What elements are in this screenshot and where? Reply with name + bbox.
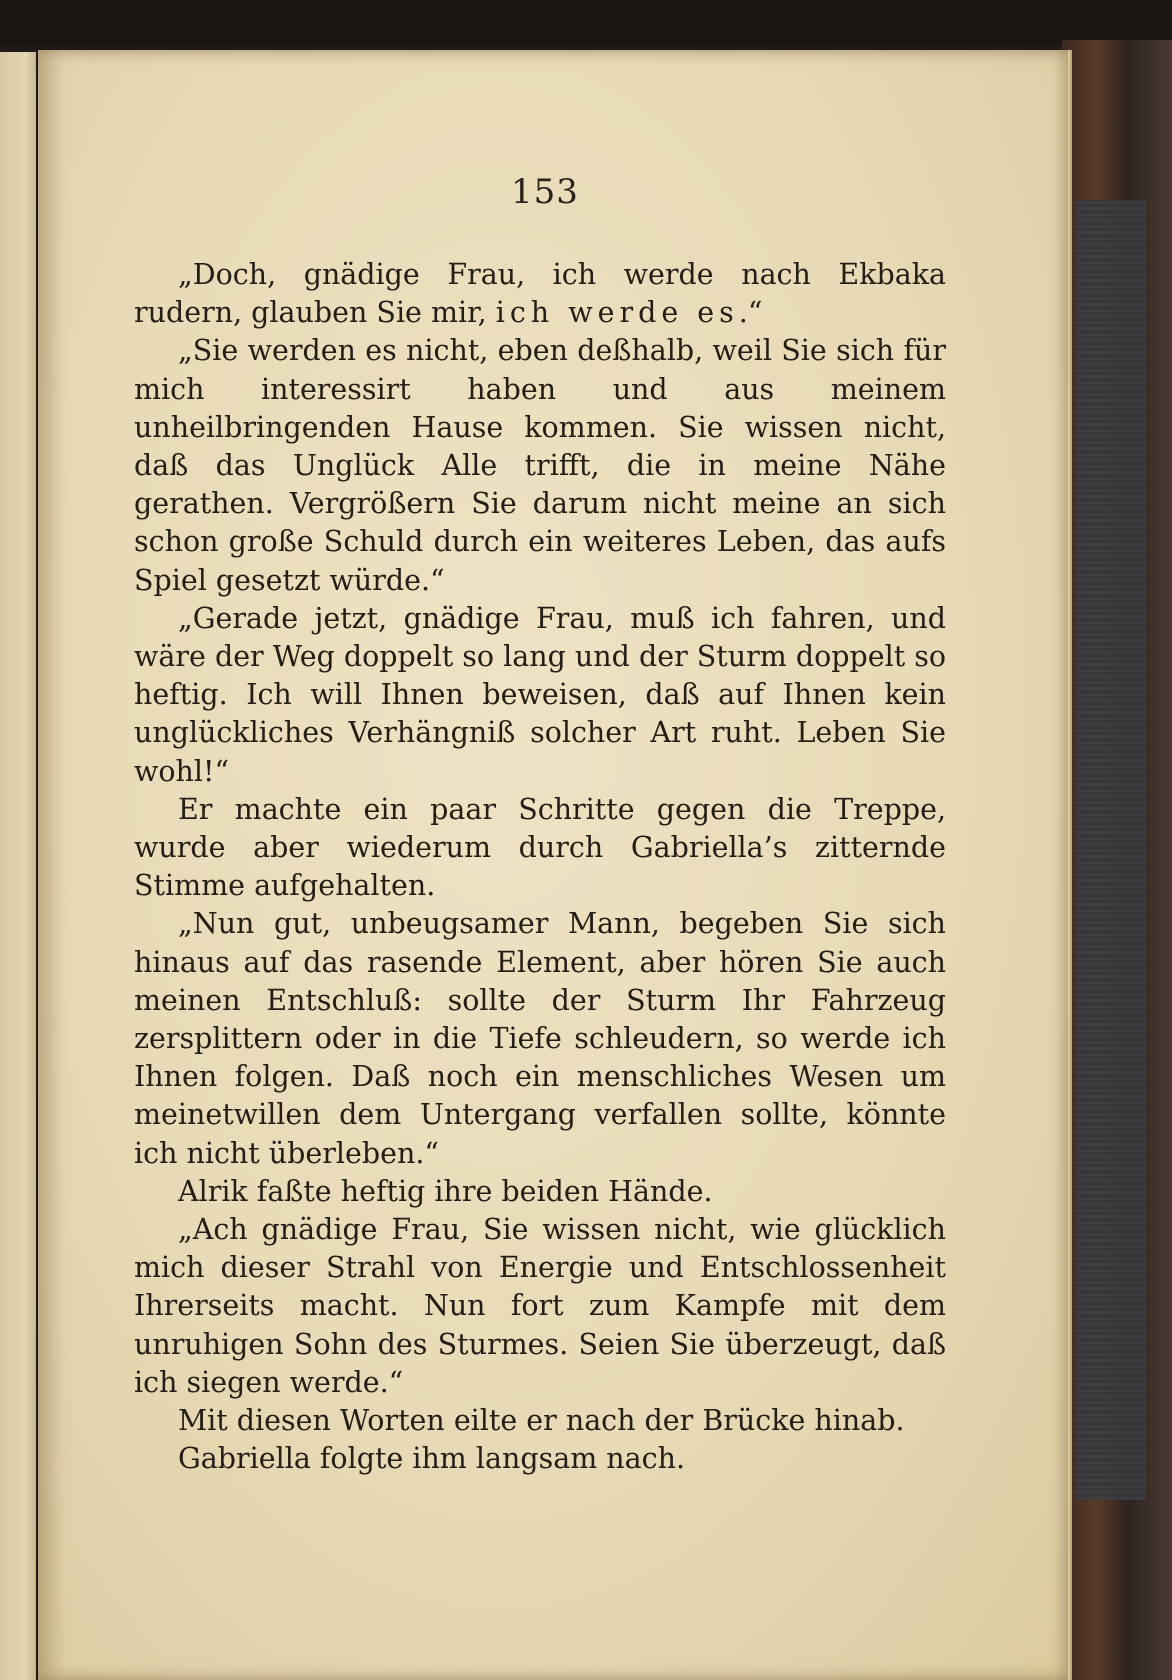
book-page (38, 50, 1068, 1680)
page-number: 153 (511, 172, 579, 212)
cover-cloth (1076, 200, 1146, 1500)
paragraph-6: Alrik faßte heftig ihre beiden Hände. (178, 1174, 713, 1208)
paragraph-9: Gabriella folgte ihm langsam nach. (178, 1442, 686, 1476)
paragraph-1 (134, 256, 946, 332)
paragraph-7: „Ach gnädige Frau, Sie wissen nicht, wie glücklich mich dieser Strahl von Energie und Entschlossenheit Ihrerseits macht. Nun fort zum Kampfe mit dem unruhigen Sohn des Sturmes. Seien Sie überzeugt, daß ich siegen werde.“ (134, 1213, 946, 1399)
book-cover-edge (1062, 40, 1172, 1680)
paragraph-1-emphasis: ich werde es (495, 296, 739, 330)
paragraph-5: „Nun gut, unbeugsamer Mann, begeben Sie sich hinaus auf das rasende Element, aber hören Sie auch meinen Entschluß: sollte der Sturm Ihr Fahrzeug zersplittern oder in die Tiefe schleudern, so werde ich Ihnen folgen. Daß noch ein menschliches Wesen um meinetwillen dem Untergang verfallen sollte, könnte ich nicht überleben.“ (134, 907, 946, 1170)
paragraph-1-end: .“ (738, 296, 763, 330)
paragraph-3: „Gerade jetzt, gnädige Frau, muß ich fahren, und wäre der Weg doppelt so lang und der Sturm doppelt so heftig. Ich will Ihnen beweisen, daß auf Ihnen kein unglückliches Verhängniß solcher Art ruht. Leben Sie wohl!“ (134, 601, 946, 788)
body-text (134, 256, 946, 1479)
facing-page-edge (0, 52, 36, 1680)
background-top (0, 0, 1172, 44)
paragraph-1-text: „Doch, gnädige Frau, ich werde nach Ekbaka rudern, glauben Sie mir, (134, 258, 946, 330)
paragraph-8: Mit diesen Worten eilte er nach der Brücke hinab. (178, 1404, 905, 1438)
paragraph-2: „Sie werden es nicht, eben deßhalb, weil Sie sich für mich interessirt haben und aus meinem unheilbringenden Hause kommen. Sie wissen nicht, daß das Unglück Alle trifft, die in meine Nähe gerathen. Vergrößern Sie darum nicht meine an sich schon große Schuld durch ein weiteres Leben, das aufs Spiel gesetzt würde.“ (134, 334, 946, 597)
paragraph-4: Er machte ein paar Schritte gegen die Treppe, wurde aber wiederum durch Gabriella’s zitternde Stimme aufgehalten. (134, 792, 946, 903)
